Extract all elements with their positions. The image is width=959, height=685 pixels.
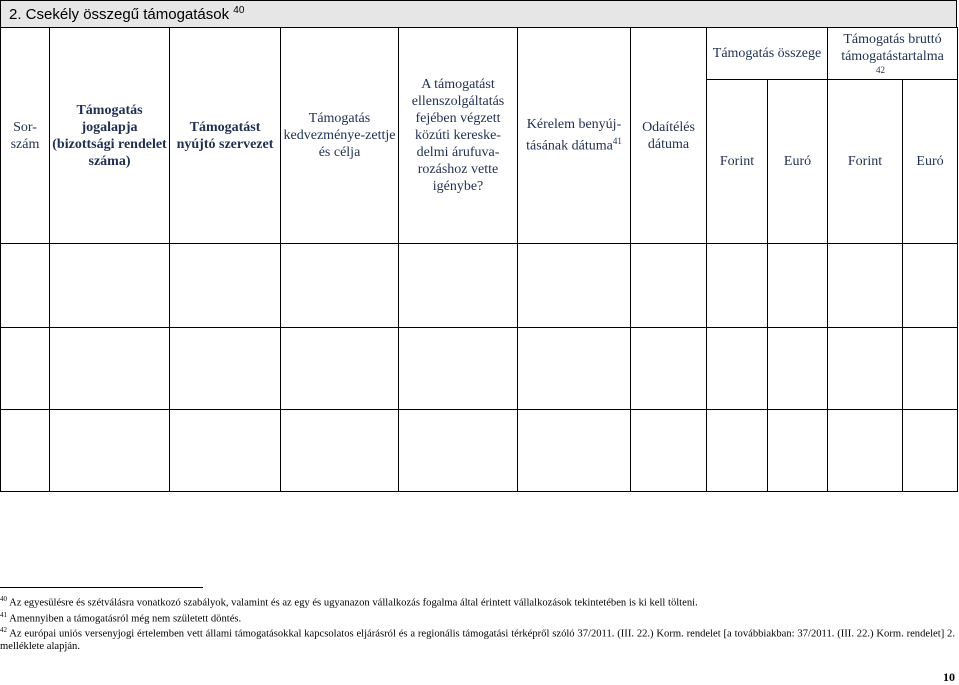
table-cell[interactable]: [631, 244, 707, 328]
section-title-bar: [0, 0, 957, 28]
section-title-text: 2. Csekély összegű támogatások: [9, 6, 230, 23]
table-cell[interactable]: [281, 328, 399, 410]
header-odaiteles: Odaítélés dátuma: [631, 28, 707, 244]
header-osszege: Támogatás összege: [707, 28, 828, 80]
section-title-footnote-ref: 40: [233, 5, 245, 16]
table-cell[interactable]: [828, 244, 903, 328]
kerelem-footnote-ref: 41: [612, 136, 622, 147]
header-jogalap: Támogatás jogalapja (bizottsági rendelet száma): [50, 28, 170, 244]
footnote-separator: [0, 587, 203, 588]
footnote-text: Amennyiben a támogatásról még nem született döntés.: [9, 613, 242, 625]
footnote-ref: 41: [0, 611, 7, 619]
table-cell[interactable]: [828, 410, 903, 492]
table-cell[interactable]: [281, 244, 399, 328]
table-cell[interactable]: [707, 410, 768, 492]
header-nyujto: Támogatást nyújtó szervezet: [170, 28, 281, 244]
footnote-42: [0, 624, 955, 653]
table-row: [1, 328, 958, 410]
support-table: [0, 27, 958, 492]
header-brutto: Támogatás bruttó támogatástartalma 42: [828, 28, 958, 80]
footnote-text: Az egyesülésre és szétválásra vonatkozó szabályok, valamint és az egy és ugyanazon vállalkozás fogalma által érintett vállalkozások tekintetében is ki kell tölteni.: [9, 597, 698, 609]
table-cell[interactable]: [903, 244, 958, 328]
table-cell[interactable]: [903, 410, 958, 492]
footnote-40: [0, 593, 955, 610]
header-euro-1: Euró: [768, 80, 828, 244]
table-cell[interactable]: [50, 244, 170, 328]
table-cell[interactable]: [170, 410, 281, 492]
table-cell[interactable]: [1, 328, 50, 410]
table-cell[interactable]: [768, 410, 828, 492]
table-cell[interactable]: [768, 328, 828, 410]
table-cell[interactable]: [1, 244, 50, 328]
table-cell[interactable]: [50, 328, 170, 410]
table-cell[interactable]: [631, 328, 707, 410]
table-cell[interactable]: [170, 244, 281, 328]
header-kozuti: A támogatást ellenszolgáltatás fejében végzett közúti kereske-delmi árufuva-rozáshoz vette igénybe?: [399, 28, 518, 244]
brutto-footnote-ref: 42: [876, 65, 886, 75]
table-cell[interactable]: [903, 328, 958, 410]
footnote-text: Az európai uniós versenyjogi értelemben vett állami támogatásokkal kapcsolatos eljárásról és a regionális támogatási térképről szóló 37/2011. (III. 22.) Korm. rendelet [a továbbiakban: 37/2011. (III. 22.) Korm. rendelet] 2. melléklete alapján.: [0, 628, 955, 652]
table-cell[interactable]: [1, 410, 50, 492]
header-kerelem: Kérelem benyúj-tásának dátuma$^{41}$: [518, 28, 631, 244]
header-sorszam: Sor-szám: [1, 28, 50, 244]
table-cell[interactable]: [631, 410, 707, 492]
table-cell[interactable]: [399, 410, 518, 492]
page-number: 10: [943, 670, 955, 684]
table-cell[interactable]: [50, 410, 170, 492]
footnote-ref: 42: [0, 626, 7, 634]
table-cell[interactable]: [828, 328, 903, 410]
table-cell[interactable]: [518, 244, 631, 328]
table-cell[interactable]: [399, 244, 518, 328]
table-cell[interactable]: [399, 328, 518, 410]
table-row: [1, 410, 958, 492]
table-row: [1, 244, 958, 328]
header-kedvezmenyezett: Támogatás kedvezménye-zettje és célja: [281, 28, 399, 244]
header-forint-2: Forint: [828, 80, 903, 244]
table-cell[interactable]: [768, 244, 828, 328]
table-cell[interactable]: [707, 244, 768, 328]
section-title: [9, 5, 244, 23]
table-cell[interactable]: [518, 328, 631, 410]
table-cell[interactable]: [707, 328, 768, 410]
table-cell[interactable]: [281, 410, 399, 492]
header-euro-2: Euró: [903, 80, 958, 244]
table-cell[interactable]: [170, 328, 281, 410]
header-forint-1: Forint: [707, 80, 768, 244]
footnote-ref: 40: [0, 595, 7, 603]
table-cell[interactable]: [518, 410, 631, 492]
